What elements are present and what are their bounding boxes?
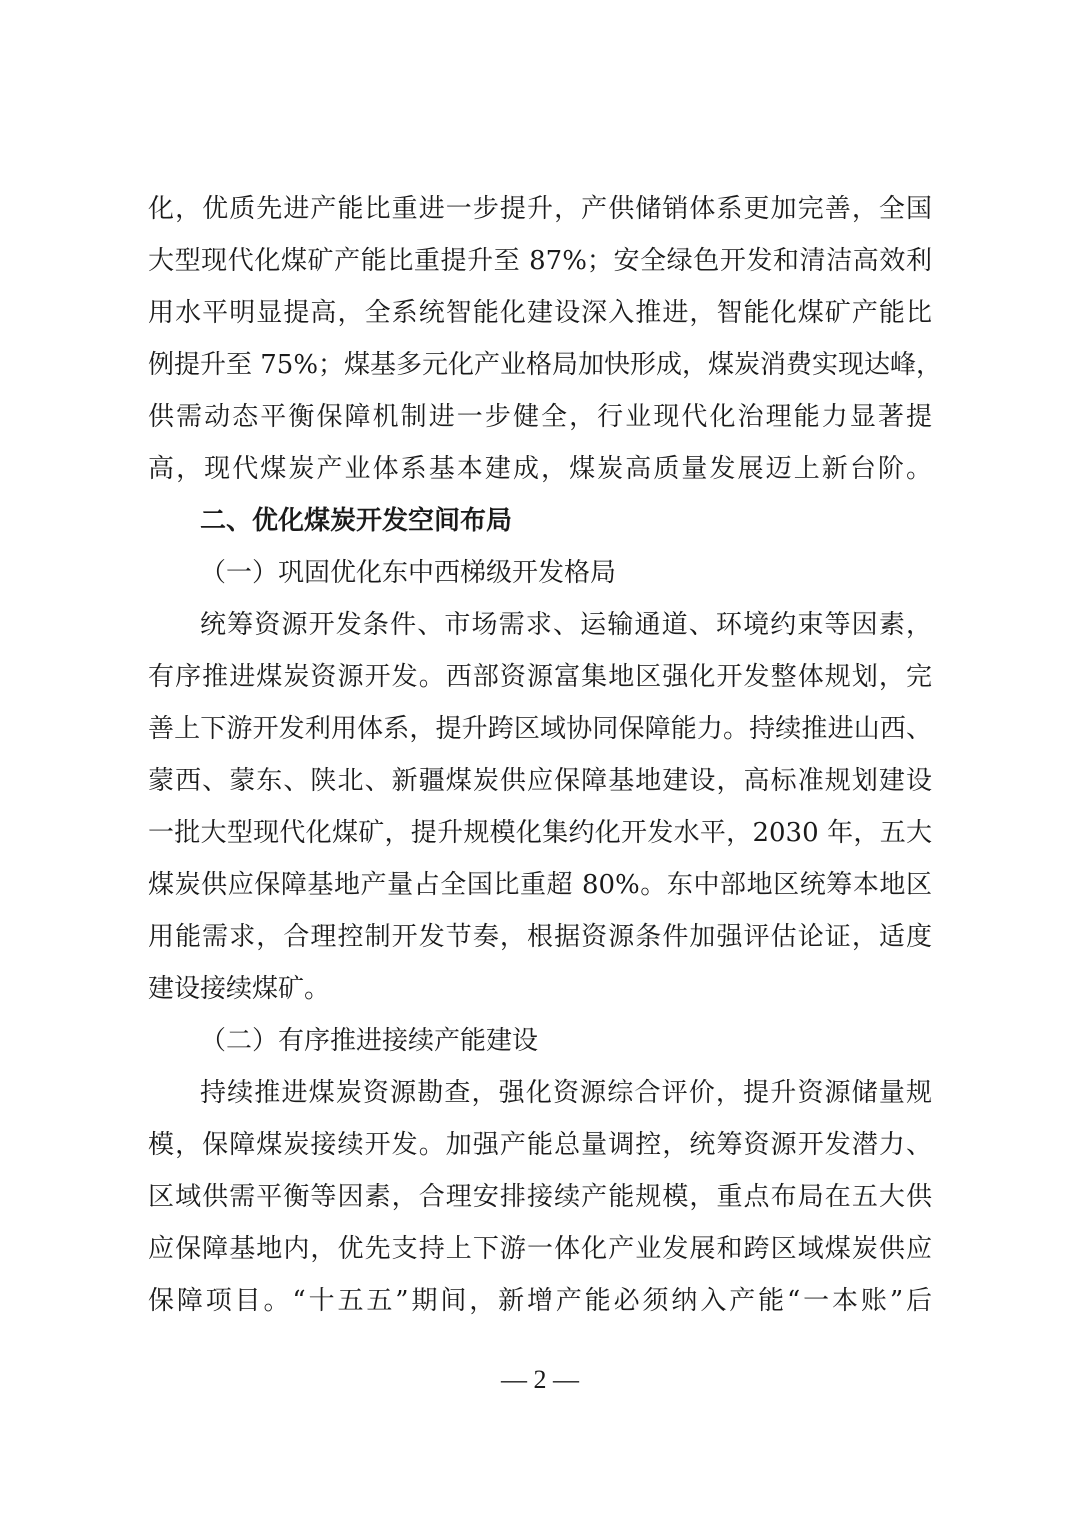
subsection-1-title: （一）巩固优化东中西梯级开发格局 — [200, 558, 617, 588]
text-line: 例提升至 75%；煤基多元化产业格局加快形成，煤炭消费实现达峰， — [148, 350, 943, 380]
text-line: 有序推进煤炭资源开发。西部资源富集地区强化开发整体规划，完 — [148, 662, 932, 692]
text-line: 持续推进煤炭资源勘查，强化资源综合评价，提升资源储量规 — [200, 1078, 932, 1108]
section-heading: 二、优化煤炭开发空间布局 — [200, 506, 513, 536]
text-line: 化，优质先进产能比重进一步提升，产供储销体系更加完善，全国 — [148, 194, 932, 224]
text-line: 一批大型现代化煤矿，提升规模化集约化开发水平，2030 年，五大 — [148, 818, 932, 848]
text-line: 保障项目。“十五五”期间，新增产能必须纳入产能“一本账”后 — [148, 1286, 932, 1316]
subsection-2-paragraph — [148, 1067, 932, 1327]
text-line: 建设接续煤矿。 — [148, 974, 331, 1004]
text-line: 善上下游开发利用体系，提升跨区域协同保障能力。持续推进山西、 — [148, 714, 932, 744]
subsection-2-title: （二）有序推进接续产能建设 — [200, 1026, 539, 1056]
text-line: 煤炭供应保障基地产量占全国比重超 80%。东中部地区统筹本地区 — [148, 870, 932, 900]
paragraph-continued — [148, 183, 943, 495]
text-line: 统筹资源开发条件、市场需求、运输通道、环境约束等因素， — [200, 610, 932, 640]
text-line: 大型现代化煤矿产能比重提升至 87%；安全绿色开发和清洁高效利 — [148, 246, 932, 276]
subsection-1-paragraph — [148, 599, 932, 1015]
text-line: 用水平明显提高，全系统智能化建设深入推进，智能化煤矿产能比 — [148, 298, 932, 328]
text-line: 供需动态平衡保障机制进一步健全，行业现代化治理能力显著提 — [148, 402, 932, 432]
page-number: — 2 — — [501, 1365, 579, 1394]
text-line: 区域供需平衡等因素，合理安排接续产能规模，重点布局在五大供 — [148, 1182, 932, 1212]
text-line: 模，保障煤炭接续开发。加强产能总量调控，统筹资源开发潜力、 — [148, 1130, 932, 1160]
text-line: 用能需求，合理控制开发节奏，根据资源条件加强评估论证，适度 — [148, 922, 932, 952]
text-line: 蒙西、蒙东、陕北、新疆煤炭供应保障基地建设，高标准规划建设 — [148, 766, 932, 796]
text-line: 高，现代煤炭产业体系基本建成，煤炭高质量发展迈上新台阶。 — [148, 454, 932, 484]
text-line: 应保障基地内，优先支持上下游一体化产业发展和跨区域煤炭供应 — [148, 1234, 932, 1264]
document-body — [148, 183, 943, 1327]
